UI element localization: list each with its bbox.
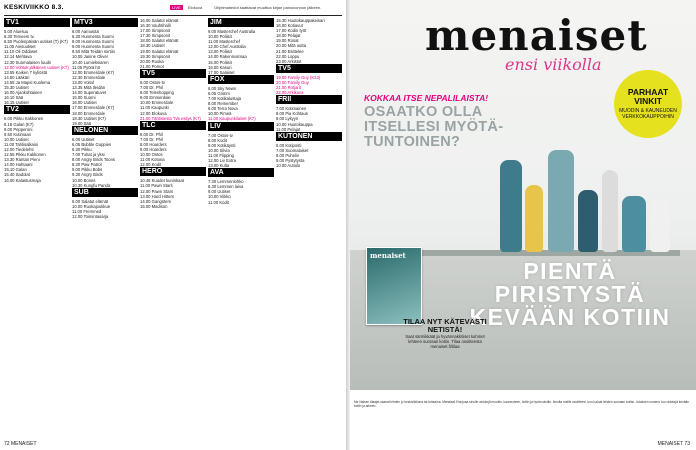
program-item: 12.14 Mehtava: [4, 54, 32, 60]
program-item: 10.00 Pimeä: [208, 111, 232, 117]
page-header: [4, 3, 342, 16]
channel-heading: KUTONEN: [276, 132, 342, 141]
program-item: 15.30 Uutiset: [4, 85, 29, 91]
program-item: 10.45 Kuudet kuninkaat: [140, 178, 185, 184]
program-item: 6.00 Ostos-tv: [140, 79, 165, 85]
vase-shape: [578, 190, 598, 252]
vase-shape: [622, 196, 646, 252]
program-item: 12.00 Tiedelehti: [4, 146, 34, 152]
program-item: 6.30 Terveem tv.: [4, 34, 35, 40]
program-item: 14.00 Hahtaani: [4, 162, 33, 168]
headline-pienta: PIENTÄ PIRISTYSTÄ KEVÄÄN KOTIIN: [469, 258, 671, 330]
program-item: 20.00 Ruoka: [140, 58, 164, 64]
channel-heading: TV1: [4, 18, 70, 27]
program-item: 8.00 Hoarders: [140, 141, 167, 147]
program-item: 18.30 Uutiset: [140, 43, 165, 49]
program-item: 6.05 Grimm: [208, 90, 230, 96]
program-item: 16.30 Vauhtihalli: [140, 23, 171, 29]
listing-columns: [4, 18, 342, 438]
program-item: 9.00 Pikku Bobs: [72, 167, 103, 173]
program-item: 17.00 Kodin työt: [276, 28, 307, 34]
program-item: 19.00 Sää: [72, 120, 92, 126]
subscribe-text: Saat särmikkäät ja hyvännakköiset kuhmet lehteen suoraan kotiin. Tilaa osoitteesta menaiset.fi/tilaa: [405, 334, 485, 349]
program-item: 16.00 Kasuri: [208, 64, 232, 70]
magazine-subtitle: ensi viikolla: [505, 55, 602, 74]
program-item: 11.00 Tahtisalkaini: [4, 141, 39, 147]
listing-column: [276, 18, 342, 438]
program-item: 13.35 Mitä tleidän: [72, 85, 106, 91]
program-item: 10.05 Jainne Oliver: [72, 54, 109, 60]
cover-thumb-title: menaiset: [370, 251, 406, 260]
channel-heading: TV5: [276, 64, 342, 73]
program-item: 16.00 Ajankohtainen: [4, 90, 42, 96]
program-item: 12.55 Pikku Kakkonen: [4, 152, 46, 158]
program-item: 12.00 Kodit: [140, 162, 162, 168]
vase-shape: [548, 150, 574, 252]
program-item: 10.00 Emmerdale: [140, 100, 174, 106]
program-item: 16.00 Kalastusmaja: [4, 177, 41, 183]
program-item: 7.00 Tuhat ja yksi: [72, 152, 105, 158]
program-item: 11.05 Aiesuutiset: [4, 44, 36, 50]
program-item: 9.50 Kutimaan: [4, 131, 32, 137]
program-item: 20.00 Family Guy: [276, 79, 309, 85]
tips-badge: [614, 70, 682, 138]
program-item: 12.30 Emmerdale: [72, 74, 106, 80]
channel-heading: AVA: [208, 168, 274, 177]
program-item: 23.00 Arkistot: [276, 58, 302, 64]
program-item: 8.00 Huomenta Suomi: [72, 39, 114, 45]
program-item: 13.00 Hard Hitters: [140, 193, 174, 199]
program-item: 8.30 Lemmen laiva: [208, 184, 244, 190]
channel-heading: FOX: [208, 75, 274, 84]
program-item: 19.30 Simpsonit: [140, 53, 171, 59]
channel-heading: HERO: [140, 167, 206, 176]
program-item: 11.00 Fremmed: [72, 208, 102, 214]
program-item: 6.00 Pikku Kakkonen: [4, 116, 44, 122]
program-item: 17.00 Emmerdale (K7): [72, 105, 115, 111]
vase-shape: [602, 170, 618, 252]
live-tag: LIVE: [172, 5, 181, 10]
next-week-page: [350, 0, 696, 450]
program-item: 11.00 Kaupunki: [140, 105, 169, 111]
program-item: 12.00 Vohtuk jälkäinen uutiset (K7): [4, 64, 69, 70]
program-item: 12.00 Chef Australia: [208, 44, 246, 50]
headline-osaat: OSAATKO OLLA ITSELLESI MYÖTÄ-TUNTOINEN?: [364, 104, 504, 150]
badge-text: MUODIN & KAUNEUDEN VERKKOKAUPPOIHIN: [619, 108, 677, 120]
program-item: 15.30 Huutokauppakeisari: [276, 18, 325, 23]
program-item: 15.00 Poliisit: [208, 59, 232, 65]
program-item: 16.00 Kotiavut: [276, 23, 303, 29]
program-item: 13.55 Kaiken 7 kyliöstä: [4, 69, 48, 75]
program-item: 10.00 Ostos: [140, 152, 163, 158]
program-item: 5.00 Aluesuu: [4, 29, 29, 34]
program-item: 21.00 Pomot: [140, 63, 164, 69]
channel-heading: LIV: [208, 122, 274, 131]
program-item: 12.30 Suomalaisen luudn: [4, 59, 52, 65]
program-item: 7.00 Dr. Phil: [140, 136, 163, 142]
program-item: 10.00 Autoilu: [276, 163, 301, 169]
program-item: 12.00 Elokuva: [140, 110, 167, 116]
program-item: 14.00 Superatuvet: [72, 90, 107, 96]
program-item: 6.00 Sky News: [208, 85, 236, 91]
program-item: 8.00 Remember: [208, 101, 239, 107]
program-item: 7.00 Suomalaiset: [276, 147, 309, 153]
program-item: 16.00 Uutiset: [72, 100, 97, 106]
program-item: 14.50 Lääkäri: [4, 74, 30, 80]
program-item: 7.00 Ostos-tv: [208, 132, 233, 138]
program-item: 10.40 Lumieksiaren: [72, 59, 109, 65]
channel-heading: MTV3: [72, 18, 138, 27]
program-item: 19.00 Family Guy (K13): [276, 74, 321, 80]
program-item: 16.10 Sää: [4, 95, 24, 101]
program-item: 15.00 Suomi: [72, 95, 96, 101]
program-item: 14.00 Rakennusmaa: [208, 54, 247, 60]
program-item: 13.00 Poliisit: [208, 49, 232, 55]
tag-text: Elokuva: [188, 5, 203, 10]
program-item: 11.00 Pawn Stars: [140, 183, 173, 189]
program-item: 7.30 Lemmenlohko: [208, 179, 244, 185]
program-item: 10.00 Viikko: [208, 194, 231, 200]
subscribe-title: TILAA NYT KÄTEVÄSTI NETISTÄ!: [403, 317, 487, 334]
program-item: 21.00 Esittelee: [276, 48, 304, 54]
program-item: 17.00 Salaiset: [208, 69, 235, 75]
program-item: 6.00 Salatut elämät: [72, 198, 109, 204]
right-page-number: MENAISET 73: [657, 441, 690, 447]
bottom-body-text: Me Naisen tilaajat saavat lehden jo keskiviikkona tai torstaina. Menaiset.fi tarjoaa sinulle vinkkejä muotiin, kauneuteen, kotiin ja hyvinvointiin. Ilmoita meille osoitteesi, kun haluat lehden suoraan kotiisi. Jokainen numero tuo vinkkejä kevään kotiin ja arkeen.: [354, 400, 690, 408]
program-item: 8.00 Pia Kohtaus: [276, 111, 308, 117]
program-item: 10.00 Uutiset: [4, 136, 29, 142]
program-item: 12.00 Toimintasarja: [72, 214, 109, 219]
program-item: 9.00 Terra Nova: [208, 106, 238, 112]
program-item: 11.00 Kaupunkilaiset (K7): [208, 116, 256, 122]
channel-heading: TV2: [4, 105, 70, 114]
program-item: 12.00 Pawn Stars: [140, 188, 174, 194]
program-item: 8.18 Galan (K7): [4, 121, 34, 127]
program-item: 18.00 Pelajat: [276, 33, 301, 39]
program-item: 11.00 Pelajat: [276, 126, 301, 132]
program-item: 17.30 Simpsonit: [140, 33, 171, 39]
program-item: 15.10 Galan: [4, 167, 27, 173]
program-item: 10.00 Bones: [72, 177, 96, 183]
program-item: 10.00 Silvia: [208, 147, 230, 153]
program-item: 6.00 Uutiset: [72, 136, 95, 142]
program-item: 8.00 Teleshopping: [140, 90, 174, 96]
program-item: 9.00 Kotikäynti: [208, 142, 236, 148]
listing-column: [140, 18, 206, 438]
program-item: 13.00 Kulta: [208, 163, 230, 169]
program-item: 12.00 Liv Extra: [208, 157, 236, 163]
program-item: 14.00 Gangsters: [140, 198, 171, 204]
program-item: 11.00 Kotona: [140, 157, 165, 163]
program-item: 21.00 Tähtisiesta Tv5 esitys (K7): [140, 115, 201, 121]
program-item: 6.50 Puolenpäivän uutiset (T) (K7): [4, 39, 68, 45]
program-item: 18.00 Emmerdale: [72, 110, 106, 116]
program-item: 13.30 Rantan Pieni: [4, 157, 40, 163]
program-item: 11.00 Kodit: [208, 199, 229, 205]
badge-title: PARHAAT VINKIT: [627, 87, 669, 106]
program-item: 22.00 Arkikuva: [276, 90, 304, 96]
program-item: 10.00 Huutokauppa: [276, 121, 313, 127]
program-item: 6.00 Aamusää: [72, 29, 99, 34]
program-item: 10.00 Ruokajoukkue: [72, 203, 111, 209]
magazine-cover-thumbnail[interactable]: [366, 247, 422, 325]
program-item: 12.00 Emmerdale (K7): [72, 69, 115, 75]
program-item: 8.00 Puhelin: [276, 152, 300, 158]
program-item: 15.40 Sadolat: [4, 172, 30, 178]
program-item: 9.00 Huomenta Suomi: [72, 44, 114, 50]
program-item: 9.00 Uutiset: [208, 189, 231, 195]
program-item: 9.00 Hoarders: [140, 146, 167, 152]
program-item: 6.30 Huomenta Suomi: [72, 34, 114, 40]
program-item: 9.00 Lykyyn: [276, 116, 299, 122]
program-item: 22.00 Loppu: [276, 53, 300, 59]
tv-listings-page: [0, 0, 346, 450]
channel-heading: TLC: [140, 121, 206, 130]
subscribe-box[interactable]: [400, 318, 490, 349]
program-item: 9.00 Emmerdale: [140, 95, 171, 101]
program-item: 11.00 Flipping: [208, 152, 234, 158]
program-item: 8.30 Paw Patrol: [72, 162, 102, 168]
program-item: 16.15 Uutiset: [4, 100, 29, 106]
program-item: 11.00 Masterchef: [208, 39, 241, 45]
program-item: 11.10 Oli Oddaset: [4, 49, 38, 55]
program-item: 14.55 Ja Mapsi Kuolema: [4, 79, 51, 85]
program-item: 10.30 Kungfu Panda: [72, 182, 111, 188]
program-item: 9.00 Masterchef Australia: [208, 29, 256, 34]
listing-column: [72, 18, 138, 438]
program-item: 16.00 Salatut elämät: [140, 18, 179, 23]
program-item: 7.00 Dr. Phil: [140, 85, 163, 91]
program-item: 9.00 Pepperoni: [4, 126, 33, 132]
vase-shape: [650, 200, 670, 252]
channel-heading: SUB: [72, 188, 138, 197]
program-item: 10.00 Poliisit: [208, 34, 232, 40]
channel-heading: NELONEN: [72, 126, 138, 135]
channel-heading: FRII: [276, 95, 342, 104]
program-item: 18.00 Salatut elämät: [140, 38, 179, 44]
program-item: 18.30 Uutiset (K7): [72, 115, 106, 121]
program-item: 20.00 Mitä uutta: [276, 43, 307, 49]
magazine-title: menaiset: [425, 11, 648, 60]
program-item: 19.00 Rosat: [276, 38, 299, 44]
left-page-number: 72 MENAISET: [4, 441, 37, 447]
program-item: 6.05 Bubble Guppies: [72, 141, 112, 147]
program-item: 8.00 Kodit: [208, 137, 227, 143]
program-item: 17.00 Simpsonit: [140, 28, 171, 34]
listing-column: [208, 18, 274, 438]
program-item: 7.00 Kotimainen: [276, 106, 307, 112]
header-note: Ohjelmatiedot saattavat muuttua kirjan painovonnon jälkeen.: [214, 5, 322, 10]
vase-shape: [525, 185, 543, 252]
program-item: 9.50 Mitä Teidän sortiin: [72, 49, 115, 55]
headline-kokkaa: KOKKAA ITSE NEPALILAISTA!: [364, 93, 489, 103]
program-item: 11.05 Pyörä hö: [72, 64, 101, 70]
program-item: 7.00 Kotikalustaja: [208, 96, 242, 102]
program-item: 6.00 Dr. Phil: [140, 131, 163, 137]
program-item: 6.30 Pikku: [72, 146, 92, 152]
program-item: 15.00 Madison: [140, 203, 168, 209]
channel-heading: TV5: [140, 69, 206, 78]
channel-heading: JIM: [208, 18, 274, 27]
program-item: 9.30 Angry Birds: [72, 172, 103, 178]
vase-shape: [500, 160, 522, 252]
listing-column: [4, 18, 70, 438]
program-item: 13.00 Voitol: [72, 79, 94, 85]
day-heading: KESKIVIIKKO 8.3.: [4, 4, 64, 11]
program-item: 9.00 Pystytysta: [276, 157, 305, 163]
program-item: 19.00 Salatut elämät: [140, 48, 179, 54]
program-item: 8.00 Angry Birds Toons: [72, 157, 115, 163]
program-item: 6.00 Kotiposti: [276, 142, 302, 148]
program-item: 21.00 Rotjarit: [276, 85, 301, 91]
